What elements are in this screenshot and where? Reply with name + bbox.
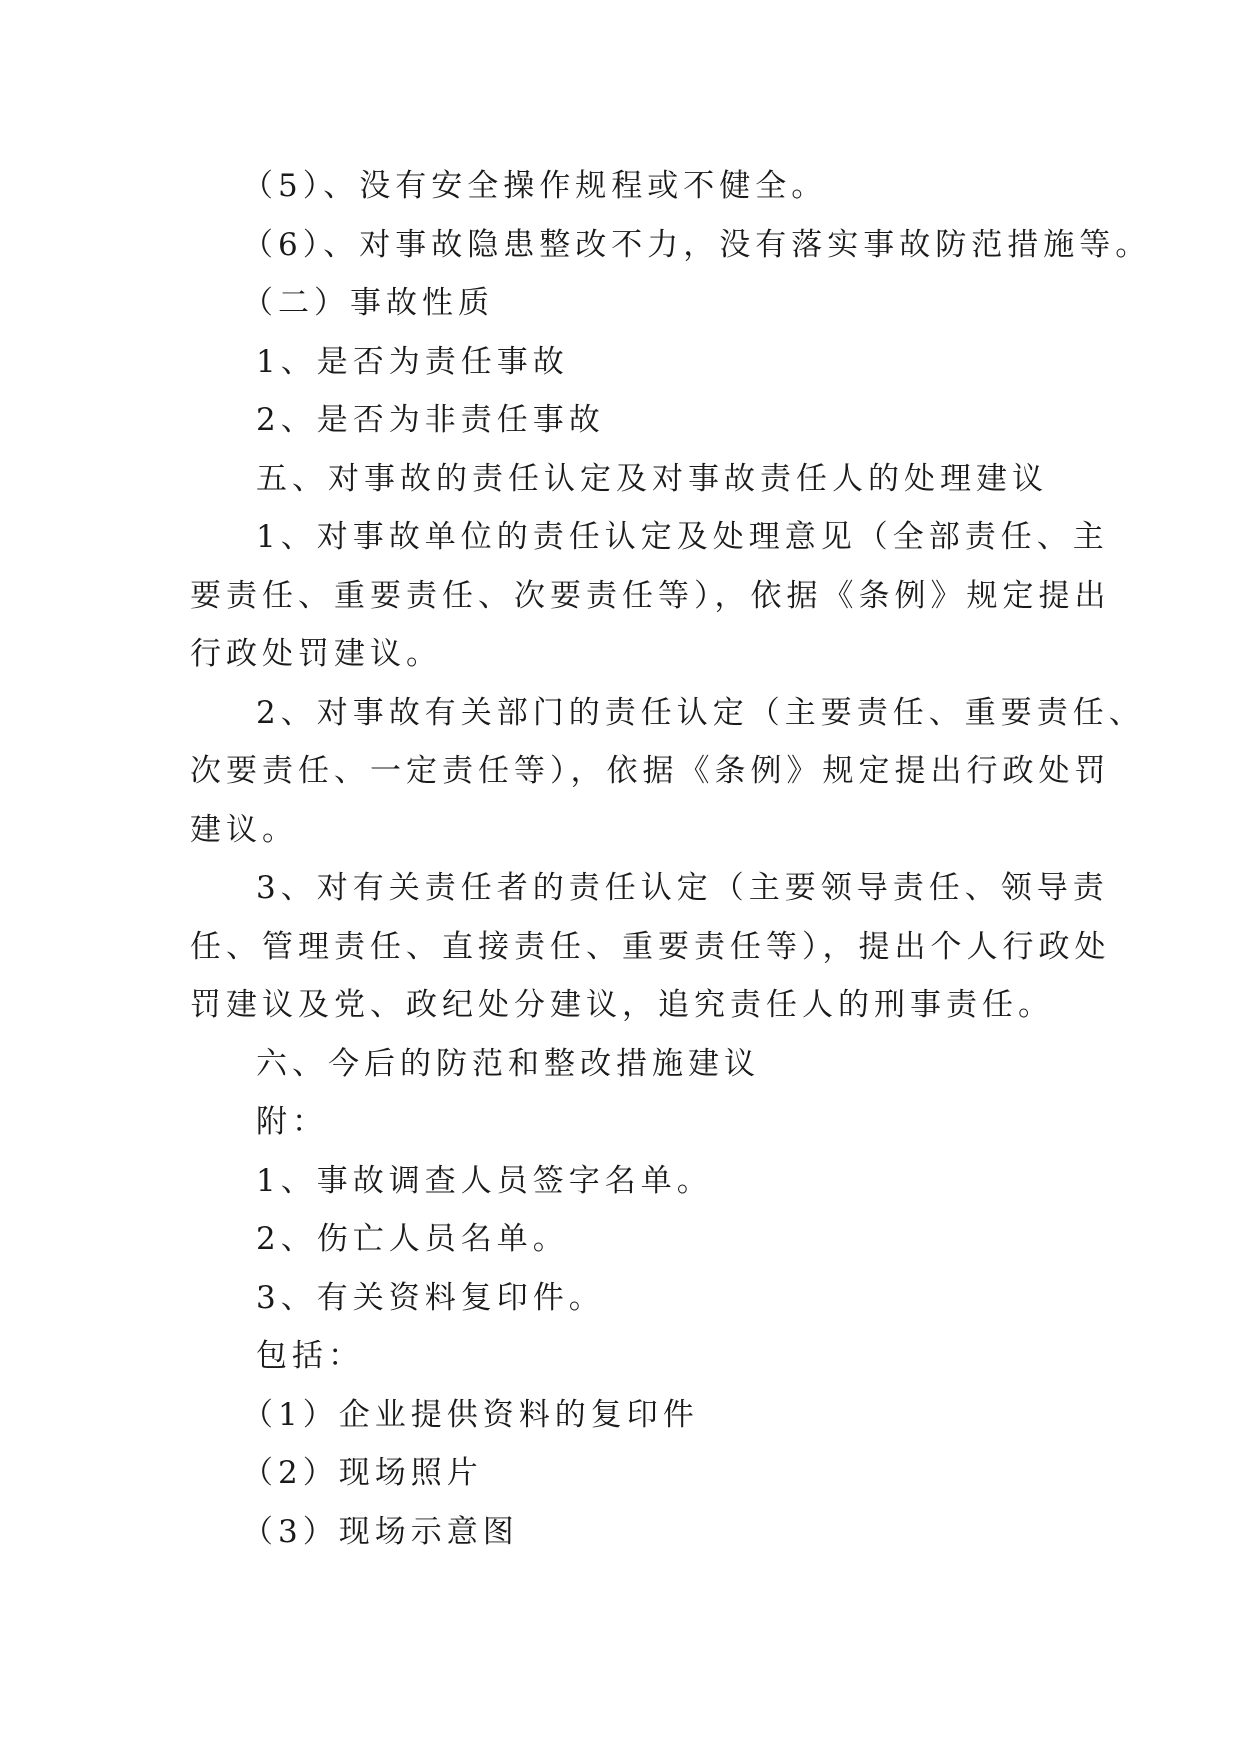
appendix-item-3: 3、有关资料复印件。 (256, 1279, 605, 1316)
paragraph-line: 行政处罚建议。 (190, 636, 442, 672)
includes-item-3: （3）现场示意图 (242, 1513, 519, 1550)
paragraph-line: 1、对事故单位的责任认定及处理意见（全部责任、主 (256, 519, 1109, 555)
section-heading-accident-nature: （二）事故性质 (242, 285, 494, 321)
paragraph-line: 要责任、重要责任、次要责任等），依据《条例》规定提出 (190, 577, 1111, 614)
includes-heading: 包括： (256, 1338, 364, 1374)
appendix-item-2: 2、伤亡人员名单。 (256, 1221, 569, 1257)
appendix-item-1: 1、事故调查人员签字名单。 (256, 1162, 713, 1199)
cause-item-5: （5）、没有安全操作规程或不健全。 (242, 168, 828, 204)
paragraph-line: 罚建议及党、政纪处分建议，追究责任人的刑事责任。 (190, 987, 1054, 1023)
section-heading-prevention: 六、今后的防范和整改措施建议 (256, 1045, 760, 1082)
paragraph-line: 次要责任、一定责任等），依据《条例》规定提出行政处罚 (190, 753, 1111, 789)
document-body (190, 157, 1152, 1561)
nature-item-2: 2、是否为非责任事故 (256, 402, 605, 438)
section-heading-responsibility: 五、对事故的责任认定及对事故责任人的处理建议 (256, 460, 1048, 497)
paragraph-line: 3、对有关责任者的责任认定（主要领导责任、领导责 (256, 870, 1109, 906)
nature-item-1: 1、是否为责任事故 (256, 343, 569, 380)
paragraph-line: 2、对事故有关部门的责任认定（主要责任、重要责任、 (256, 694, 1145, 731)
cause-item-6: （6）、对事故隐患整改不力，没有落实事故防范措施等。 (242, 226, 1152, 263)
includes-item-1: （1）企业提供资料的复印件 (242, 1396, 699, 1433)
paragraph-line: 任、管理责任、直接责任、重要责任等），提出个人行政处 (190, 928, 1111, 965)
appendix-heading: 附： (256, 1104, 328, 1140)
includes-item-2: （2）现场照片 (242, 1455, 483, 1491)
paragraph-line: 建议。 (190, 811, 298, 848)
